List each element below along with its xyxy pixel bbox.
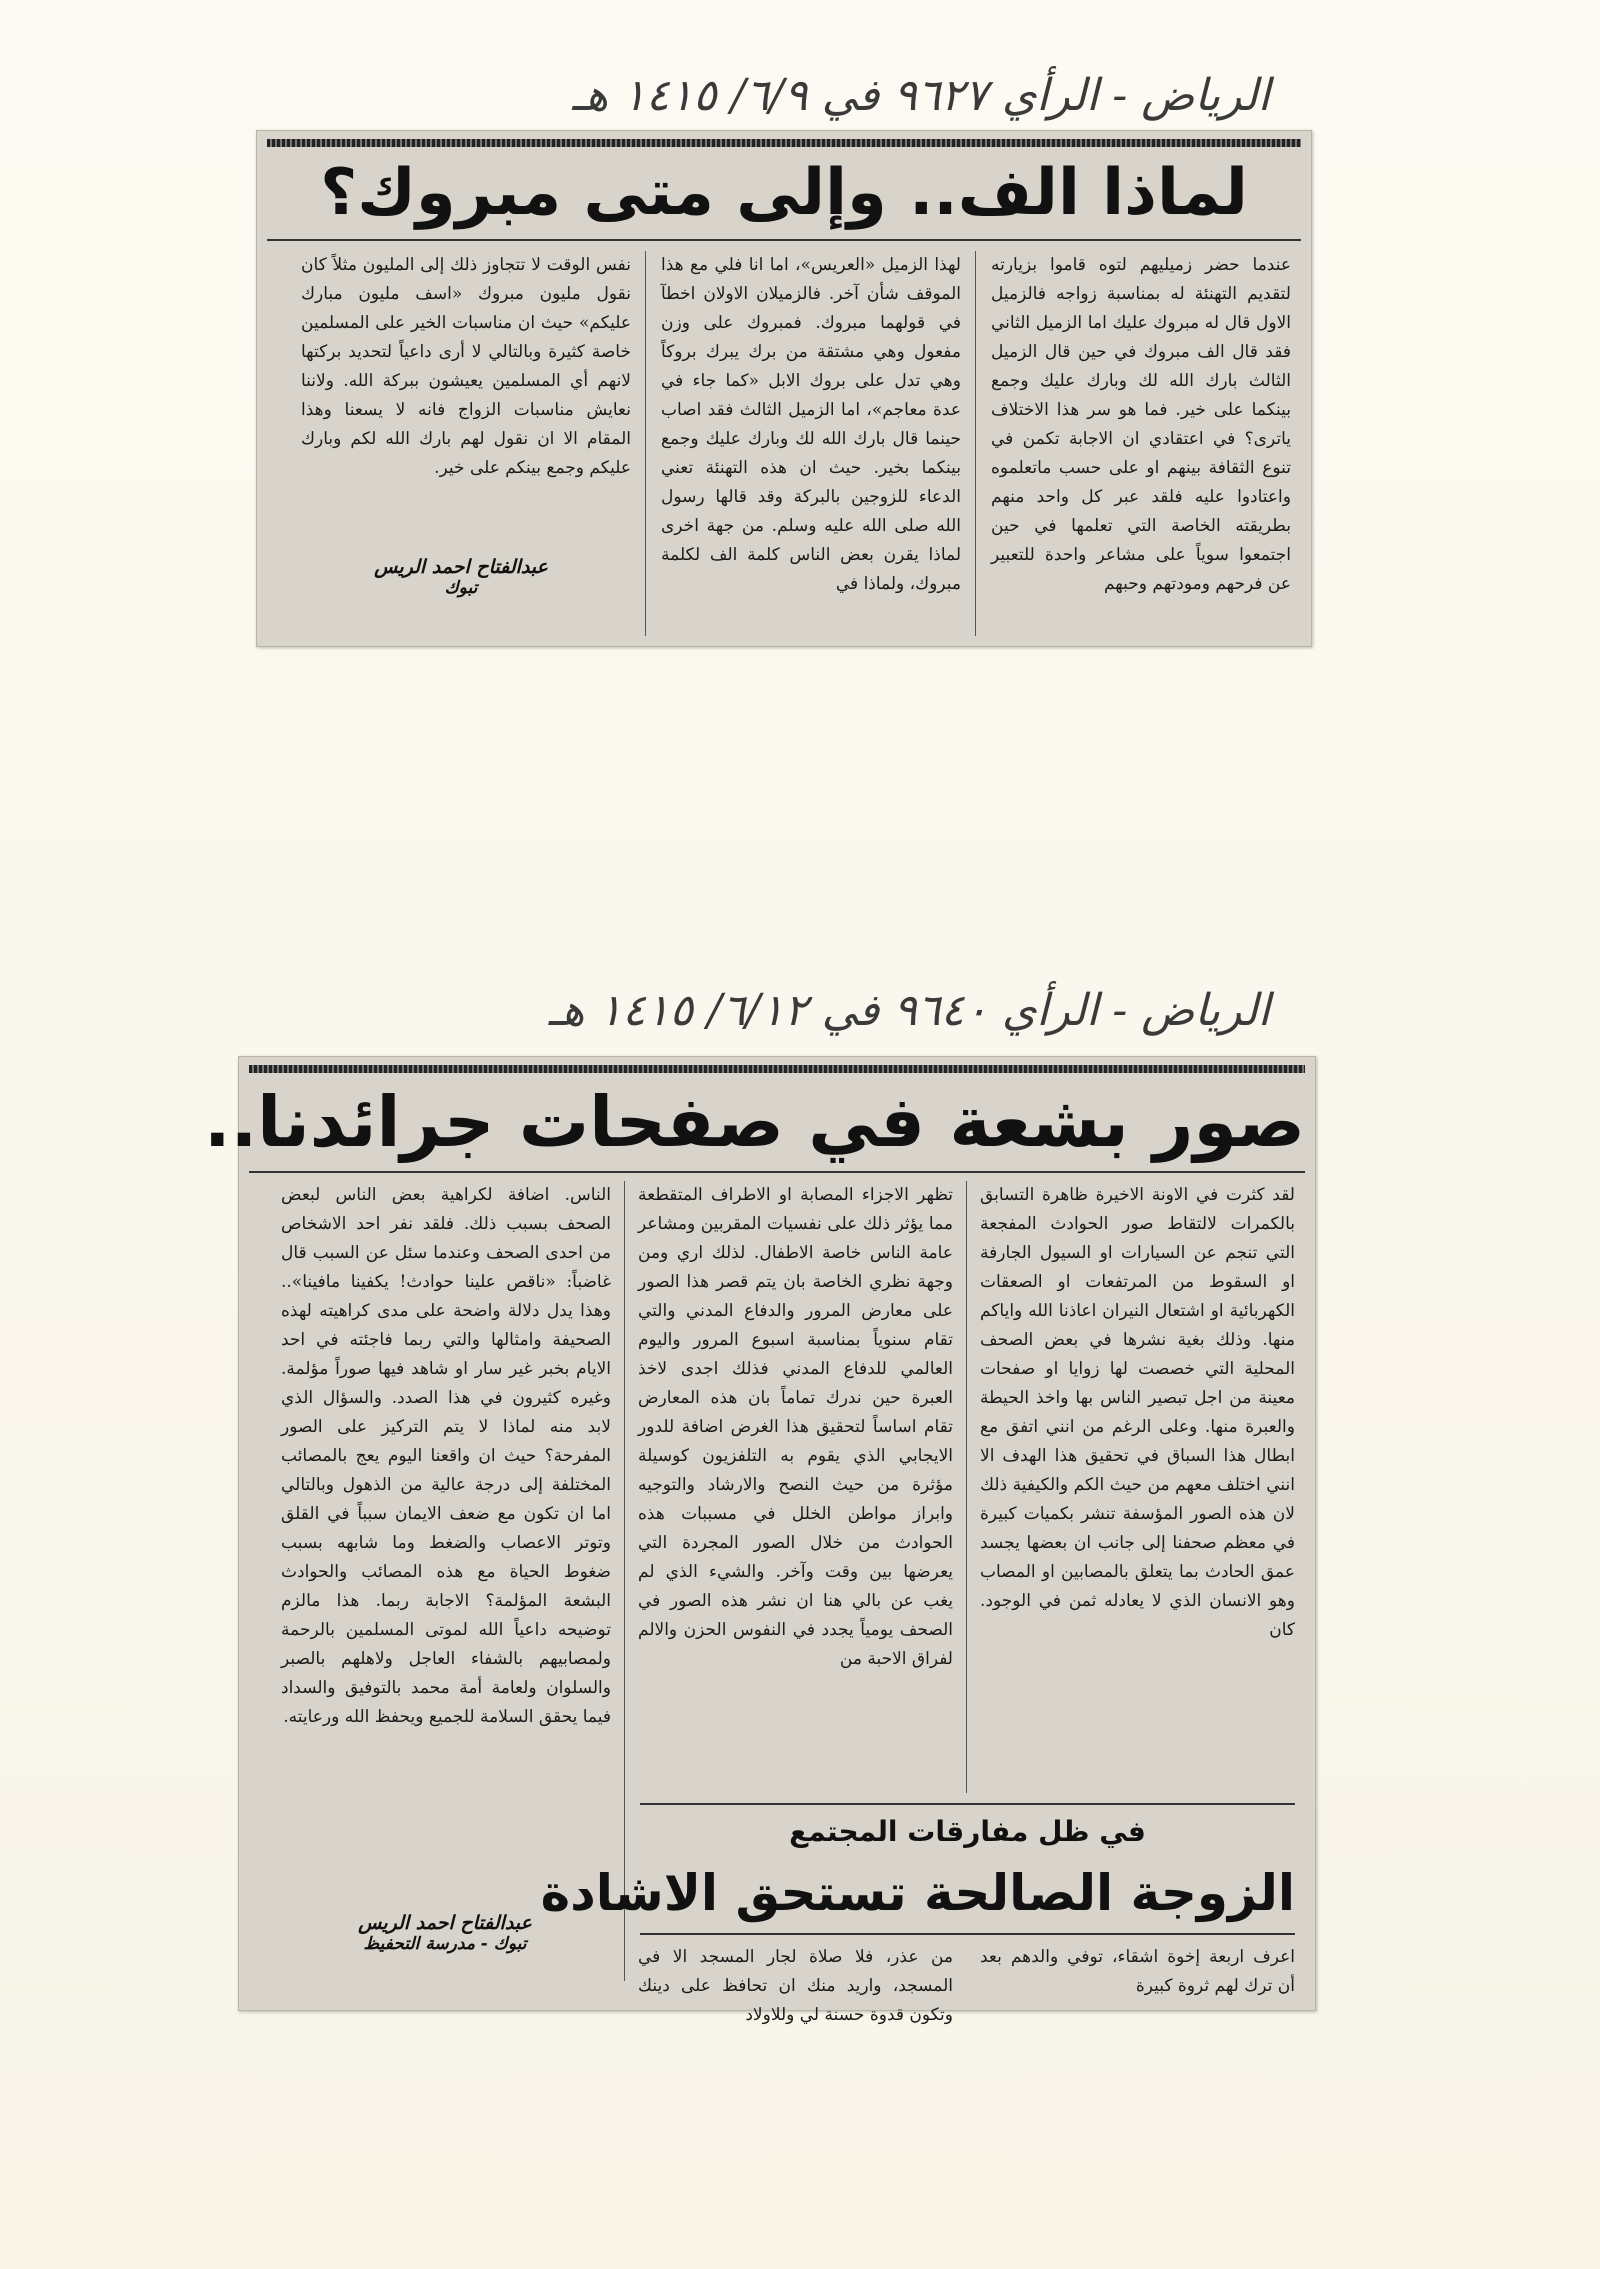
sub-article-column-2: من عذر، فلا صلاة لجار المسجد الا في المسجد، واريد منك ان تحافظ على دينك وتكون قدوة حسنة لي وللاولاد: [638, 1947, 953, 2025]
column-divider: [975, 251, 976, 636]
byline-name: عبدالفتاح احمد الريس: [358, 1912, 532, 1934]
sub-article-underline: [640, 1933, 1295, 1935]
byline-place: تبوك - مدرسة التحفيظ: [363, 1934, 527, 1954]
byline-place: تبوك: [444, 578, 478, 598]
column-divider: [966, 1181, 967, 1793]
clipping-1-byline: [311, 556, 611, 598]
headline-rule: [249, 1065, 1305, 1073]
clipping-gruesome-photos: [204, 1056, 1316, 2025]
clipping-wedding-congratulations: [256, 130, 1312, 647]
sub-article-kicker: في ظل مفارقات المجتمع: [789, 1815, 1146, 1848]
sub-article-column-1: اعرف اربعة إخوة اشقاء، توفي والدهم بعد أن ترك لهم ثروة كبيرة: [980, 1947, 1295, 1996]
sub-article-rule: [640, 1803, 1295, 1805]
clipping-2-column-3: الناس. اضافة لكراهية بعض الناس لبعض الصحف بسبب ذلك. فلقد نفر احد الاشخاص من احدى الصحف وعندما سئل عن السبب قال غاضباً: «ناقص علينا حوادث! يكفينا مافينا».. وهذا يدل دلالة واضحة على مدى كراهيته لهذه الصحيفة وامثالها والتي ربما فاجئته في احد الايام بخبر غير سار او شاهد فيها صوراً مؤلمة. وغيره كثيرون في هذا الصدد. والسؤال الذي لابد منه لماذا لا يتم التركيز على الصور المفرحة؟ حيث ان واقعنا اليوم يعج بالمصائب المختلفة إلى درجة عالية من الذهول وبالتالي اما ان تكون مع ضعف الايمان سبباً في القلق وتوتر الاعصاب والضغط وما شابهه بسبب ضغوط الحياة مع هذه المصائب والحوادث البشعة المؤلمة؟ الاجابة ربما. هذا مالزم توضيحه داعياً الله لموتى المسلمين بالرحمة ولمصابيهم بالشفاء العاجل ولاهلهم بالصبر والسلوان ولعامة أمة محمد بالتوفيق والسداد فيما يحقق السلامة للجميع ويحفظ الله ورعايته.: [281, 1185, 611, 1727]
column-divider: [645, 251, 646, 636]
clipping-2-headline: صور بشعة في صفحات جرائدنا..: [204, 1081, 1305, 1163]
clipping-1-column-3: نفس الوقت لا تتجاوز ذلك إلى المليون مثلاً كان نقول مليون مبروك «اسف مليون مبارك عليكم» حيث ان مناسبات الخير على المسلمين خاصة كثيرة وبالتالي لا أرى داعياً لتحديد بركتها لانهم أي المسلمين يعيشون ببركة الله. ولاننا نعايش مناسبات الزواج فانه لا يسعنا وهذا المقام الا ان نقول لهم بارك الله لكم وبارك عليكم وجمع بينكم على خير.: [301, 255, 631, 478]
clipping-1-column-2: لهذا الزميل «العريس»، اما انا فلي مع هذا الموقف شأن آخر. فالزميلان الاولان اخطآ في قولهما مبروك. فمبروك على وزن مفعول وهي مشتقة من برك يبرك بروكاً وهي تدل على بروك الابل «كما جاء في عدة معاجم»، اما الزميل الثالث فقد اصاب حينما قال بارك الله لك وبارك عليك وجمع بينكما بخير. حيث ان هذه التهنئة تعني الدعاء للزوجين بالبركة وقد قالها رسول الله صلى الله عليه وسلم. من جهة اخرى لماذا يقرن بعض الناس كلمة الف لكلمة مبروك، ولماذا في: [661, 255, 961, 594]
clipping-2-column-2: تظهر الاجزاء المصابة او الاطراف المتقطعة مما يؤثر ذلك على نفسيات المقربين ومشاعر عامة الناس خاصة الاطفال. لذلك اري ومن وجهة نظري الخاصة بان يتم قصر هذا الصور على معارض المرور والدفاع المدني والتي تقام سنوياً بمناسبة اسبوع المرور واليوم العالمي للدفاع المدني فذلك اجدى لاخذ العبرة حين ندرك تماماً بان هذه المعارض تقام اساساً لتحقيق هذا الغرض اضافة للدور الايجابي الذي يقوم به التلفزيون كوسيلة مؤثرة من حيث النصح والارشاد والتوجيه وابراز مواطن الخلل في مسببات هذه الحوادث من خلال الصور المجردة التي يعرضها بين وقت وآخر. والشيء الذي لم يغب عن بالي هنا ان نشر هذه الصور في الصحف يومياً يجدد في النفوس الحزن والالم لفراق الاحبة من: [638, 1185, 953, 1669]
clipping-1-headline: لماذا الف.. وإلى متى مبروك؟: [320, 156, 1248, 230]
clipping-2-column-1: لقد كثرت في الاونة الاخيرة ظاهرة التسابق بالكمرات لالتقاط صور الحوادث المفجعة التي تنجم عن السيارات او السيول الجارفة او السقوط من المرتفعات او الصعقات الكهربائية او اشتعال النيران اعاذنا الله واياكم منها. وذلك بغية نشرها في بعض الصحف المحلية التي خصصت لها زوايا او صفحات معينة من اجل تبصير الناس بها واخذ الحيطة والعبرة منها. وعلى الرغم من انني اتفق مع ابطال هذا السباق في تحقيق هذا الهدف الا انني اختلف معهم من حيث الكم والكيفية ذلك لان هذه الصور المؤسفة تنشر بكميات كبيرة في معظم صحفنا إلى جانب ان بعضها يجسد عمق الحادث بما يتعلق بالمصابين او المصاب وهو الانسان الذي لا يعادله ثمن في الوجود. كان: [980, 1185, 1295, 1640]
handwritten-note-top: الرياض - الرأي ٩٦٢٧ في ٦/٩/ ١٤١٥ هـ: [572, 70, 1270, 121]
byline-name: عبدالفتاح احمد الريس: [374, 556, 548, 578]
clipping-1-column-1: عندما حضر زميليهم لتوه قاموا بزيارته لتقديم التهنئة له بمناسبة زواجه فالزميل الاول قال له مبروك عليك اما الزميل الثاني فقد قال الف مبروك في حين قال الزميل الثالث بارك الله لك وبارك عليك وجمع بينكما على خير. فما هو سر هذا الاختلاف ياترى؟ في اعتقادي ان الاجابة تكمن في تنوع الثقافة بينهم او على حسب ماتعلموه واعتادوا عليه فلقد عبر كل واحد منهم بطريقته الخاصة التي تعلمها في حين اجتمعوا سوياً على مشاعر واحدة للتعبير عن فرحهم ومودتهم وحبهم: [991, 255, 1291, 594]
headline-underline: [267, 239, 1301, 241]
handwritten-note-middle: الرياض - الرأي ٩٦٤٠ في ٦/١٢/ ١٤١٥ هـ: [548, 985, 1270, 1036]
sub-article-headline: الزوجة الصالحة تستحق الاشادة: [540, 1864, 1295, 1922]
headline-rule: [267, 139, 1301, 147]
headline-underline: [249, 1171, 1305, 1173]
